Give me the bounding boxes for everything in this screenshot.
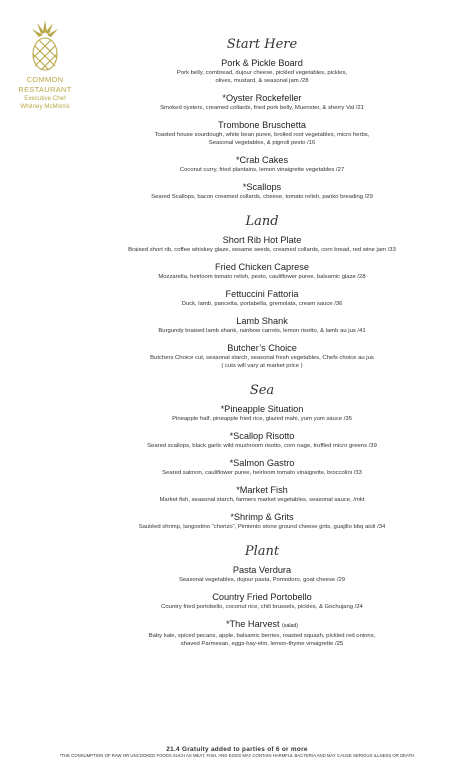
logo-line-chef-name: Whitney McMorris [20, 103, 70, 110]
menu-item-name-text: *The Harvest [225, 619, 280, 629]
menu-item-name-text: Butcher’s Choice [227, 343, 297, 353]
menu-item-name-text: *Pineapple Situation [220, 404, 304, 414]
menu-item [60, 58, 464, 85]
menu-item-description: Sautéed shrimp, langostino “chorizo”, Pimiento stone ground cheese grits, guajillo bbq aioli /34 [138, 524, 386, 530]
menu-item-description: Butchers Choice cut, seasonal starch, seasonal fresh vegetables, Chefs choice au jus [150, 355, 374, 361]
menu-item [60, 316, 464, 335]
menu-item [60, 93, 464, 112]
menu-item-name-text: Fried Chicken Caprese [215, 262, 309, 272]
menu-item [60, 289, 464, 308]
menu-item-description: Pork belly, cornbread, dujour cheese, pickled vegetables, pickles, [176, 70, 348, 76]
menu-footer [4, 746, 470, 759]
logo-line-chef-title: Executive Chef [24, 95, 66, 102]
menu-item [60, 512, 464, 531]
menu-item-description: Seared scallops, black garlic wild mushroom risotto, corn nage, truffled micro greens /39 [147, 443, 377, 449]
menu-item-name [60, 485, 464, 496]
section-title: Land [245, 214, 279, 229]
menu-item [60, 155, 464, 174]
menu-item-name-text: *Oyster Rockefeller [222, 93, 302, 103]
menu-item-name [60, 155, 464, 166]
menu-item-name [60, 404, 464, 415]
logo-line-common: COMMON [26, 75, 64, 84]
menu-section [60, 213, 464, 370]
menu-item-description: Duck, lamb, pancetta, portabella, gremolata, cream sauce /36 [181, 301, 343, 307]
menu-item [60, 182, 464, 201]
menu-item-description: Seared Scallops, bacon creamed collards, cheese, tomato relish, panko breading /29 [151, 194, 373, 200]
menu-item [60, 343, 464, 370]
pineapple-icon [28, 18, 62, 74]
menu-item-description: Pineapple half, pineapple fried rice, glazed mahi, yum yum sauce /35 [172, 416, 352, 422]
menu-item-name-text: *Scallop Risotto [229, 431, 295, 441]
menu-item-description: Seasonal vegetables, & pignoli pesto /16 [208, 140, 316, 146]
menu-section [60, 36, 464, 201]
menu-item-name [60, 182, 464, 193]
menu-section [60, 382, 464, 531]
menu-item-name [60, 235, 464, 246]
menu-item [60, 485, 464, 504]
menu-item-name [60, 120, 464, 131]
menu-item-name [60, 262, 464, 273]
menu-item-name-text: *Scallops [242, 182, 282, 192]
menu-item [60, 592, 464, 611]
menu-item-name [60, 316, 464, 327]
menu-item [60, 565, 464, 584]
menu-item-name-text: Country Fried Portobello [212, 592, 312, 602]
menu-item [60, 619, 464, 648]
menu-item-description: olives, mustard, & seasonal jam /28 [215, 78, 309, 84]
menu-item-description: Coconut curry, fried plantains, lemon vinaigrette vegetables /27 [179, 167, 345, 173]
menu-section [60, 543, 464, 648]
menu-item-name [60, 565, 464, 576]
menu-item-name [60, 93, 464, 104]
logo-line-restaurant: RESTAURANT [18, 85, 72, 94]
menu-item-description: Burgundy braised lamb shank, rainbow carrots, lemon risotto, & lamb au jus /41 [158, 328, 366, 334]
menu-item-name [60, 58, 464, 69]
menu-item [60, 235, 464, 254]
menu-item [60, 431, 464, 450]
menu-item-name-text: *Shrimp & Grits [230, 512, 294, 522]
menu-item-name-text: Short Rib Hot Plate [222, 235, 302, 245]
section-title: Plant [244, 544, 280, 559]
menu-item-name-text: Fettuccini Fattoria [225, 289, 299, 299]
menu-item-name-text: *Salmon Gastro [229, 458, 295, 468]
menu-item [60, 458, 464, 477]
menu-item-description: shaved Parmesan, eggs-hay-elm, lemon-thyme vinaigrette /25 [180, 641, 344, 647]
menu-item-name-text: Pork & Pickle Board [221, 58, 303, 68]
menu-item-description: Country fried portobello, coconut rice, chili brussels, pickles, & Gochujang /24 [161, 604, 363, 610]
menu-item-description: Toasted house sourdough, white bean puree, broiled root vegetables, micro herbs, [154, 132, 370, 138]
menu-item-description: Seasonal vegetables, dujour pasta, Pomodoro, goat cheese /29 [178, 577, 346, 583]
menu-item-description: ( cuts will vary at market price ) [221, 363, 303, 369]
menu-item-name-text: *Crab Cakes [235, 155, 289, 165]
consumption-warning: *THE CONSUMPTION OF RAW OR UNCOOKED FOODS SUCH AS MEAT, FISH, AND EGGS MAY CONTAIN HARMFUL BACTERIA AND MAY CAUSE SERIOUS ILLNESS OR DEATH [59, 753, 415, 758]
menu-item-note: (salad) [282, 623, 299, 629]
menu-item-name [60, 592, 464, 603]
menu-item-name-text: Lamb Shank [236, 316, 288, 326]
menu-item-name [60, 619, 464, 632]
gratuity-note: 21.4 Gratuity added to parties of 6 or more [166, 746, 308, 753]
menu-item-name-text: Pasta Verdura [232, 565, 292, 575]
menu-item [60, 404, 464, 423]
menu-item-name [60, 431, 464, 442]
menu-item-description: Braised short rib, coffee whiskey glaze, sesame seeds, creamed collards, corn bread, red wine jam /33 [128, 247, 396, 253]
menu-item-name [60, 343, 464, 354]
menu-body [60, 36, 464, 656]
menu-item-description: Mozzarella, heirloom tomato relish, pesto, cauliflower puree, balsamic glaze /28 [158, 274, 366, 280]
menu-item-name [60, 458, 464, 469]
section-title: Start Here [226, 37, 298, 52]
menu-item-description: Seared salmon, cauliflower puree, heirloom tomato vinaigrette, broccolini /33 [162, 470, 362, 476]
section-title: Sea [249, 383, 275, 398]
menu-item-name-text: *Market Fish [236, 485, 288, 495]
menu-item-name-text: Trombone Bruschetta [217, 120, 306, 130]
menu-item-description: Baby kale, spiced pecans, apple, balsamic berries, roasted squash, pickled red onions, [148, 633, 376, 639]
menu-item-name [60, 512, 464, 523]
menu-item [60, 120, 464, 147]
menu-item [60, 262, 464, 281]
menu-item-description: Smoked oysters, creamed collards, fried pork belly, Muenster, & sherry Val /21 [160, 105, 364, 111]
menu-item-name [60, 289, 464, 300]
menu-item-description: Market fish, seasonal starch, farmers market vegetables, seasonal sauce, /mkt [159, 497, 365, 503]
